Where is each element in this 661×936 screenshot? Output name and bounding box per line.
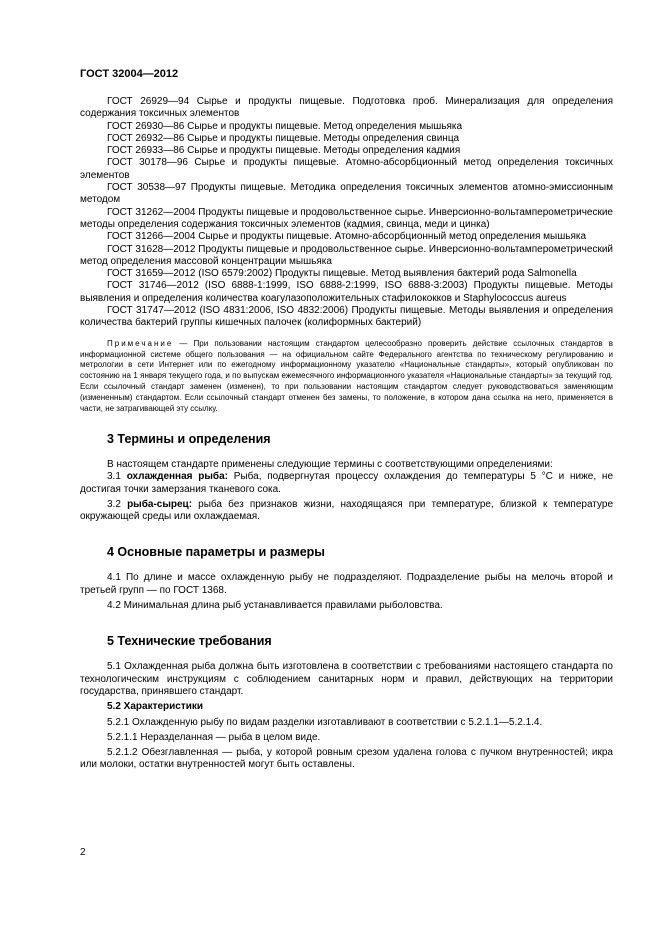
ref-gost-26930: ГОСТ 26930—86 Сырье и продукты пищевые. Метод определения мышьяка [107,120,463,132]
ref-gost-26933: ГОСТ 26933—86 Сырье и продукты пищевые. Методы определения кадмия [107,145,461,157]
note-text: — При пользовании настоящим стандартом целесообразно проверить действие ссылочных стандартов в информационной системе общего пользования — на официальном сайте Федерального агентства по техническому регулированию и метрологии в сети Интернет или по ежегодному информационному указателю «Национальные стандарты», который опубликован по состоянию на 1 января текущего года, и по выпускам ежемесячного информационного указателя «Национальные стандарты» за текущий год. Если ссылочный стандарт заменен (изменен), то при пользовании настоящим стандартом следует руководствоваться заменяющим (измененным) стандартом. Если ссылочный стандарт отменен без замены, то положение, в котором дана ссылка на него, применяется в части, не затрагивающей эту ссылку. [80,338,613,414]
term-3-1-definition: Рыба, подвергнутая процессу охлаждения до температуры 5 °С и ниже, не достигая точки замерзания тканевого сока. [80,471,614,495]
term-3-1-name: охлажденная рыба: [126,471,228,483]
para-5-2-1-2: 5.2.1.2 Обезглавленная — рыба, у которой ровным срезом удалена голова с пучком внутренностей; икра или молоки, остатки внутренностей могут быть оставлены. [80,747,613,771]
ref-gost-30538: ГОСТ 30538—97 Продукты пищевые. Методика определения токсичных элементов атомно-эмиссионным методом [80,182,613,206]
para-4-2: 4.2 Минимальная длина рыб устанавливается правилами рыболовства. [107,600,443,612]
term-3-2-name: рыба-сырец: [127,498,193,510]
ref-gost-31628: ГОСТ 31628—2012 Продукты пищевые и продовольственное сырье. Инверсионно-вольтамперометрический метод определения массовой концентрации мышьяка [80,243,613,267]
ref-gost-31746: ГОСТ 31746—2012 (ISO 6888-1:1999, ISO 6888-2:1999, ISO 6888-3:2003) Продукты пищевые. Методы выявления и определения количества коагулазоположительных стафилококков и Staphylococcus aureus [80,280,613,304]
note-label: Примечание [107,338,174,348]
term-3-2-definition: рыба без признаков жизни, находящаяся при температуре, близкой к температуре окружающей среды или охлаждаемая. [80,498,614,523]
note-paragraph [80,339,613,415]
section-4-heading: 4 Основные параметры и размеры [107,545,325,560]
page-header-title: ГОСТ 32004—2012 [80,68,179,80]
ref-gost-31659: ГОСТ 31659—2012 (ISO 6579:2002) Продукты пищевые. Метод выявления бактерий рода Salmonella [107,268,577,280]
page-number: 2 [80,847,86,858]
para-5-2-1-1: 5.2.1.1 Неразделанная — рыба в целом виде. [107,731,321,743]
section-3-intro: В настоящем стандарте применены следующие термины с соответствующими определениями: [107,458,553,470]
term-3-2-number: 3.2 [107,498,128,510]
term-3-2 [80,499,613,524]
para-4-1: 4.1 По длине и массе охлажденную рыбу не подразделяют. Подразделение рыбы на мелочь второй и третьей групп — по ГОСТ 1368. [80,572,613,596]
ref-gost-31262: ГОСТ 31262—2004 Продукты пищевые и продовольственное сырье. Инверсионно-вольтамперометрические методы определения содержания токсичных элементов (кадмия, свинца, меди и цинка) [80,206,613,230]
subsection-5-2-heading: 5.2 Характеристики [107,701,204,713]
ref-gost-26932: ГОСТ 26932—86 Сырье и продукты пищевые. Методы определения свинца [107,132,460,144]
para-5-2-1: 5.2.1 Охлажденную рыбу по видам разделки изготавливают в соответствии с 5.2.1.1—5.2.1.4. [107,716,543,728]
ref-gost-30178: ГОСТ 30178—96 Сырье и продукты пищевые. Атомно-абсорбционный метод определения токсичных элементов [80,157,613,181]
ref-gost-31266: ГОСТ 31266—2004 Сырье и продукты пищевые. Атомно-абсорбционный метод определения мышьяка [107,231,587,243]
term-3-1 [80,471,613,496]
section-5-heading: 5 Технические требования [107,634,272,649]
term-3-1-number: 3.1 [107,471,127,483]
ref-gost-31747: ГОСТ 31747—2012 (ISO 4831:2006, ISO 4832:2006) Продукты пищевые. Методы выявления и определения количества бактерий группы кишечных палочек (колиформных бактерий) [80,305,613,329]
ref-gost-26929: ГОСТ 26929—94 Сырье и продукты пищевые. Подготовка проб. Минерализация для определения содержания токсичных элементов [80,96,613,120]
document-body [80,96,613,772]
para-5-1: 5.1 Охлажденная рыба должна быть изготовлена в соответствии с требованиями настоящего стандарта по технологическим инструкциям с соблюдением санитарных норм и правил, действующих на территории государства, принявшего стандарт. [80,661,613,697]
section-3-heading: 3 Термины и определения [107,431,271,446]
